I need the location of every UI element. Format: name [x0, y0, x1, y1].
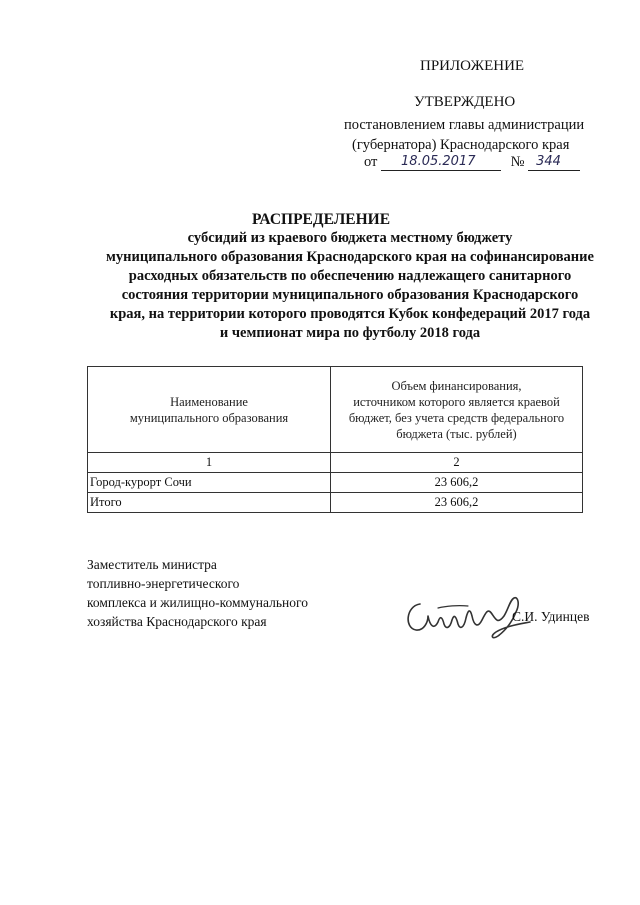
number-blank — [528, 155, 580, 171]
title-line: и чемпионат мира по футболу 2018 года — [219, 325, 481, 341]
date-blank — [381, 155, 501, 171]
total-label: Итого — [88, 493, 331, 513]
handwritten-number: 344 — [536, 154, 561, 169]
title-line: муниципального образования Краснодарского края на софинансирование — [106, 249, 594, 265]
title-line: состояния территории муниципального образования Краснодарского — [121, 287, 579, 303]
appendix-label: ПРИЛОЖЕНИЕ — [420, 58, 525, 74]
decree-line-1: постановлением главы администрации — [344, 117, 585, 133]
signatory-line: хозяйства Краснодарского края — [87, 614, 267, 629]
header-text: Наименование — [170, 394, 248, 409]
header-municipality — [88, 367, 331, 453]
title-line: края, на территории которого проводятся Кубок конфедераций 2017 года — [109, 306, 591, 322]
column-number: 1 — [88, 453, 331, 473]
table-header-row — [88, 367, 583, 453]
column-number-row — [88, 453, 583, 473]
table-row — [88, 473, 583, 493]
decree-date-line — [364, 154, 580, 171]
signatory-line: комплекса и жилищно-коммунального — [87, 595, 308, 610]
header-text: бюджет, без учета средств федерального — [348, 410, 565, 425]
date-prefix: от — [364, 154, 378, 170]
signatory-line: Заместитель министра — [87, 557, 217, 572]
header-text: муниципального образования — [129, 410, 289, 425]
title-heading: РАСПРЕДЕЛЕНИЕ — [251, 211, 391, 228]
header-text: источником которого является краевой — [353, 394, 560, 409]
total-amount: 23 606,2 — [331, 493, 583, 513]
municipality-name: Город-курорт Сочи — [88, 473, 331, 493]
decree-line-2: (губернатора) Краснодарского края — [352, 137, 570, 153]
table-row-total — [88, 493, 583, 513]
title-line: субсидий из краевого бюджета местному бюджету — [187, 230, 513, 246]
number-prefix: № — [510, 154, 525, 170]
funding-amount: 23 606,2 — [331, 473, 583, 493]
header-text: Объем финансирования, — [391, 378, 522, 393]
handwritten-date: 18.05.2017 — [401, 154, 476, 169]
signatory-position — [87, 555, 308, 631]
document-title — [60, 210, 640, 343]
signatory-name: С.И. Удинцев — [512, 609, 590, 624]
column-number: 2 — [331, 453, 583, 473]
header-text: бюджета (тыс. рублей) — [396, 426, 517, 441]
distribution-table — [87, 366, 583, 513]
title-line: расходных обязательств по обеспечению надлежащего санитарного — [128, 268, 572, 284]
header-funding — [331, 367, 583, 453]
approved-label: УТВЕРЖДЕНО — [414, 94, 516, 110]
signatory-line: топливно-энергетического — [87, 576, 240, 591]
